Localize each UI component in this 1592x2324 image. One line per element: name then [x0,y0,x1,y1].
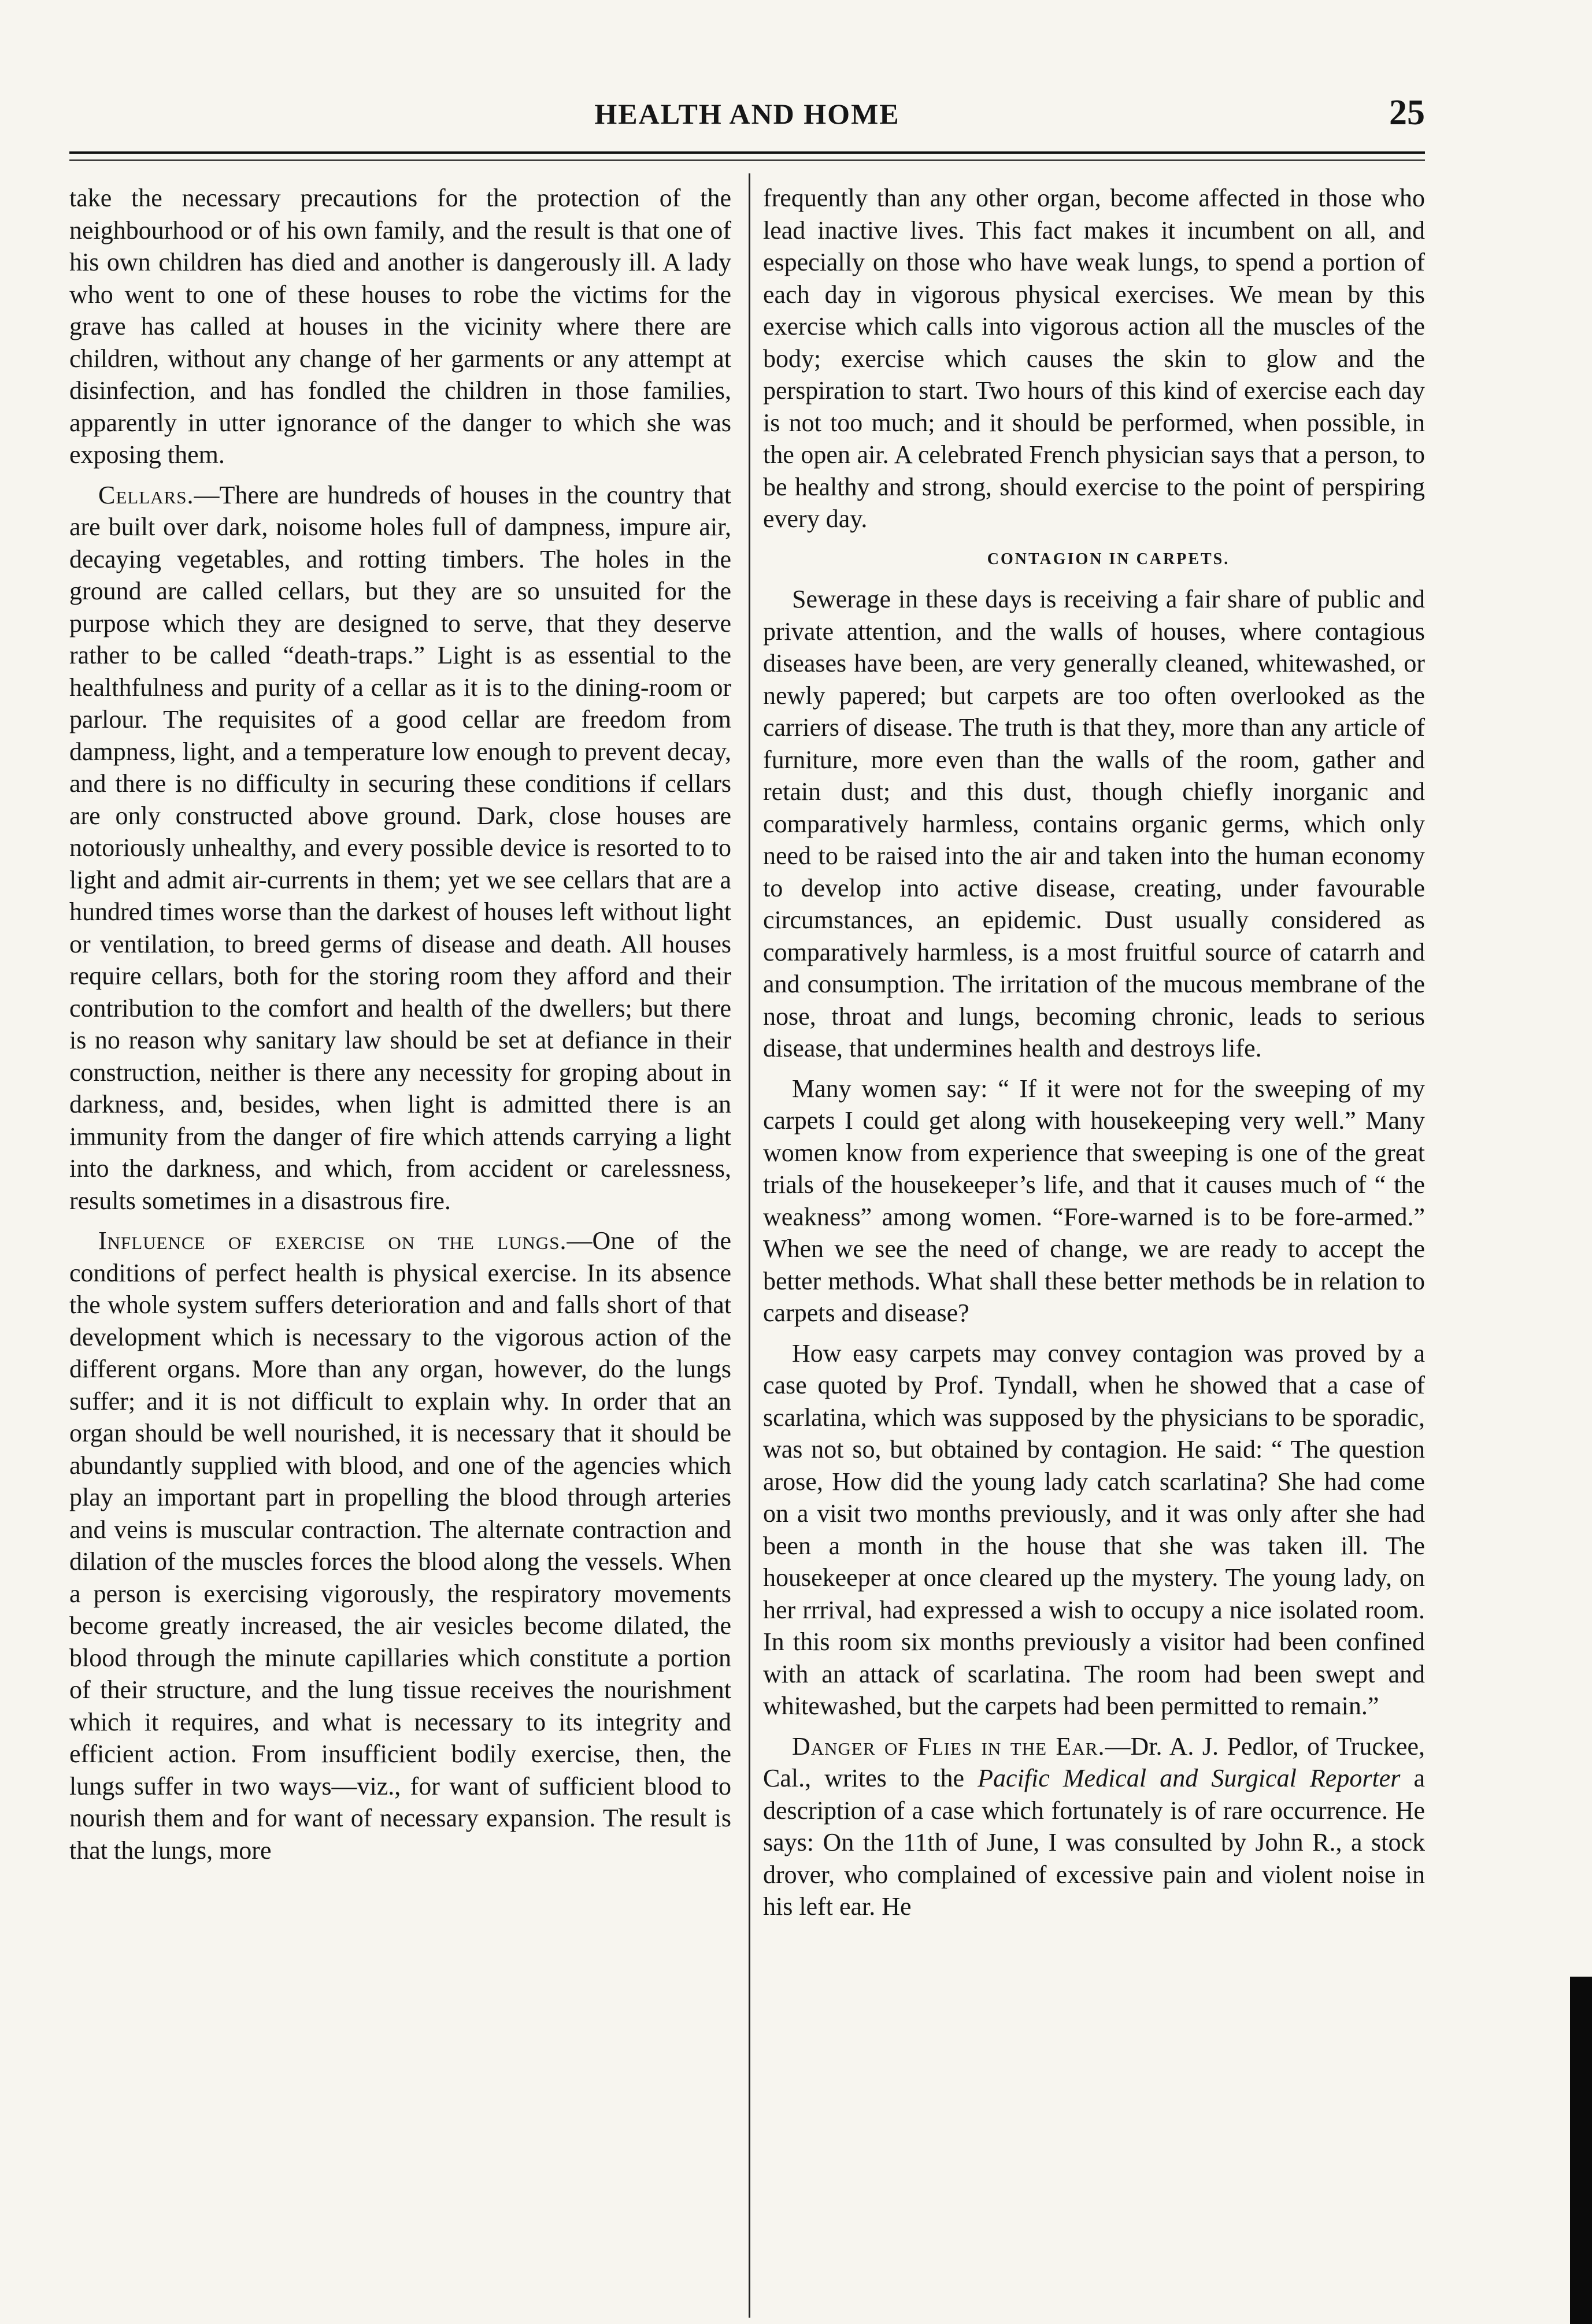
flies-text-1: —Dr. A. J. Pedlor, of Truckee, Cal., writes to the [763,1732,1426,1792]
exercise-text: —One of the conditions of perfect health is physical exercise. In its absence the whole system suffers deterioration and and falls short of that development which is necessary to the vigorous action of the different organs. More than any organ, however, do the lungs suffer; and it is not difficult to explain why. In order that an organ should be well nourished, it is necessary that it should be abundantly supplied with blood, and one of the agencies which play an important part in propelling the blood through arteries and veins is muscular contraction. The alternate contraction and dilation of the muscles forces the blood along the vessels. When a person is exercising vigorously, the respiratory movements become greatly increased, the air vesicles become dilated, the blood through the minute capillaries which constitute a portion of their structure, and the lung tissue receives the nourishment which it requires, and what is necessary to its integrity and efficient action. From insufficient bodily exercise, then, the lungs suffer in two ways—viz., for want of sufficient blood to nourish them and for want of necessary expansion. The result is that the lungs, more [69,1226,731,1865]
scan-edge-shadow [1570,1977,1592,2324]
header-rule-thin [69,160,1425,161]
page-number: 25 [1389,93,1425,132]
cellars-text: —There are hundreds of houses in the country that are built over dark, noisome holes full of dampness, impure air, decaying vegetables, and rotting timbers. The holes in the ground are called cellars, but they are so unsuited for the purpose which they are designed to serve, that they deserve rather to be called “death-traps.” Light is as essential to the healthfulness and purity of a cellar as it is to the dining-room or parlour. The requisites of a good cellar are freedom from dampness, light, and a temperature low enough to prevent decay, and there is no difficulty in securing these conditions if cellars are only constructed above ground. Dark, close houses are notoriously unhealthy, and every possible device is resorted to to light and admit air-currents in them; yet we see cellars that are a hundred times worse than the darkest of houses left without light or ventilation, to breed germs of disease and death. All houses require cellars, both for the storing room they afford and their contribution to the comfort and health of the dwellers; but there is no reason why sanitary law should be set at defiance in their construction, neither is there any necessity for groping about in darkness, and, besides, when light is admitted there is an immunity from the danger of fire which attends carrying a light into the darkness, and which, from accident or carelessness, results sometimes in a disastrous fire. [69,480,731,1215]
exercise-heading: Influence of exercise on the lungs. [98,1226,567,1255]
flies-journal: Pacific Medical and Surgical Reporter [978,1764,1401,1792]
tyndall-paragraph: How easy carpets may convey contagion was proved by a case quoted by Prof. Tyndall, when he showed that a case of scarlatina, which was supposed by the physicians to be sporadic, was not so, but obtained by contagion. He said: “ The question arose, How did the young lady catch scarlatina? She had come on a visit two months previously, and it was only after she had been a month in the house that she was taken ill. The housekeeper at once cleared up the mystery. The young lady, on her rrrival, had expressed a wish to occupy a nice isolated room. In this room six months previously a visitor had been confined with an attack of scarlatina. The room had been swept and whitewashed, but the carpets had been permitted to remain.” [763,1339,1425,1720]
flies-heading: Danger of Flies in the Ear. [792,1732,1105,1760]
running-title: HEALTH AND HOME [594,98,900,130]
sewerage-paragraph: Sewerage in these days is receiving a fair share of public and private attention, and the walls of houses, where contagious diseases have been, are very generally cleaned, whitewashed, or newly papered; but carpets are too often overlooked as the carriers of disease. The truth is that they, more than any article of furniture, more even than the walls of the room, gather and retain dust; and this dust, though chiefly inorganic and comparatively harmless, contains organic germs, which only need to be raised into the air and taken into the human economy to develop into active disease, creating, under favourable circumstances, an epidemic. Dust usually considered as comparatively harmless, is a most fruitful source of catarrh and and consumption. The irritation of the mucous membrane of the nose, throat and lungs, becoming chronic, leads to serious disease, that undermines health and destroys life. [763,585,1425,1062]
cellars-paragraph [69,479,731,1217]
header-rule-thick [69,151,1425,154]
right-paragraph-continuation: frequently than any other organ, become affected in those who lead inactive lives. This fact makes it incumbent on all, and especially on those who have weak lungs, to spend a portion of each day in vigorous physical exercises. We mean by this exercise which calls into vigorous action all the muscles of the body; exercise which causes the skin to glow and the perspiration to start. Two hours of this kind of exercise each day is not too much; and it should be performed, when possible, in the open air. A celebrated French physician says that a person, to be healthy and strong, should exercise to the point of perspiring every day. [763,184,1425,533]
exercise-paragraph [69,1225,731,1866]
page-header [69,92,1425,144]
cellars-heading: Cellars. [98,480,194,509]
flies-paragraph [763,1730,1425,1923]
women-paragraph: Many women say: “ If it were not for the sweeping of my carpets I could get along with housekeeping very well.” Many women know from experience that sweeping is one of the great trials of the housekeeper’s life, and that it causes much of “ the weakness” among women. “Fore-warned is to be fore-armed.” When we see the need of change, we are ready to accept the better methods. What shall these better methods be in relation to carpets and disease? [763,1074,1425,1327]
left-paragraph-continuation: take the necessary precautions for the protection of the neighbourhood or of his own family, and the result is that one of his own children has died and another is dangerously ill. A lady who went to one of these houses to robe the victims for the grave has called at houses in the vicinity where there are children, without any change of her garments or any attempt at disinfection, and has fondled the children in those families, apparently in utter ignorance of the danger to which she was exposing them. [69,184,731,469]
column-divider [749,173,750,2318]
section-title-contagion: CONTAGION IN CARPETS. [987,550,1230,568]
left-column [69,182,731,1874]
right-column [763,182,1425,1931]
flies-text-2: a description of a case which fortunately is of rare occurrence. He says: On the 11th of June, I was consulted by John R., a stock drover, who complained of excessive pain and violent noise in his left ear. He [763,1764,1426,1921]
